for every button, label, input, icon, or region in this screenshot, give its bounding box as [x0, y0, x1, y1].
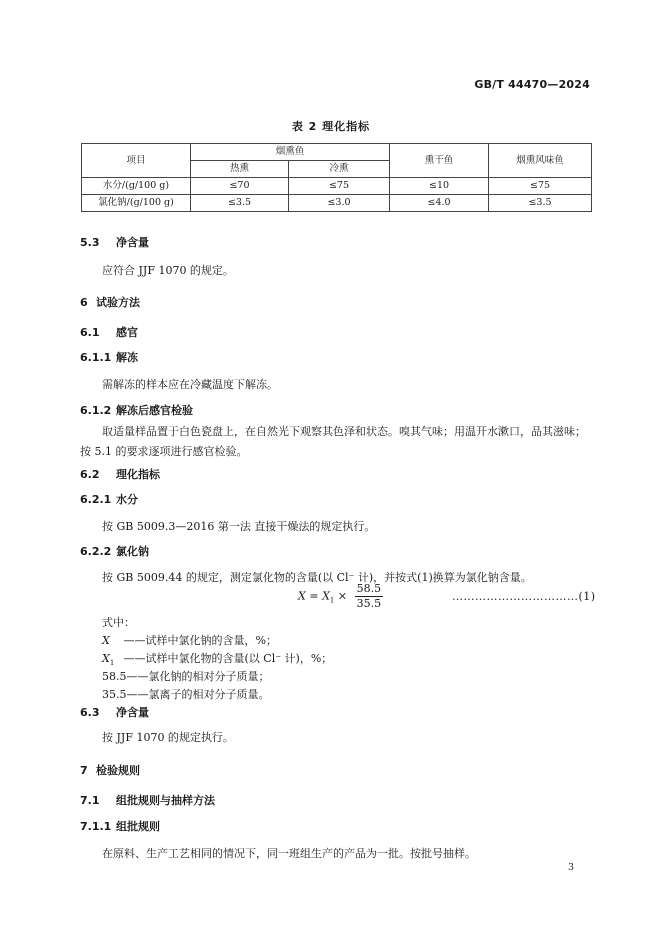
section-6-heading: 6 试验方法 [80, 296, 140, 309]
section-6-1-2-text: 取适量样品置于白色瓷盘上，在自然光下观察其色泽和状态。嗅其气味；用温开水漱口，品其滋味；按 5.1 的要求逐项进行感官检验。 [80, 425, 586, 458]
cell-cold: ≤3.0 [289, 195, 390, 212]
variable-definition: $X_1$ ——试样中氯化物的含量(以 Cl⁻ 计)，%； [102, 652, 333, 668]
section-6-1-1-heading: 6.1.1 解冻 [80, 351, 138, 364]
section-7-1-1-heading: 7.1.1 组批规则 [80, 820, 160, 833]
section-5-3-heading: 5.3 净含量 [80, 236, 149, 249]
cell-flavor: ≤3.5 [489, 195, 592, 212]
section-6-3-heading: 6.3 净含量 [80, 706, 149, 719]
section-6-2-1-text: 按 GB 5009.3—2016 第一法 直接干燥法的规定执行。 [102, 520, 376, 533]
cell-flavor: ≤75 [489, 178, 592, 195]
section-6-2-2-text: 按 GB 5009.44 的规定，测定氯化物的含量(以 Cl⁻ 计)，并按式(1)换算为氯化钠含量。 [102, 571, 532, 584]
table-header-row [82, 144, 592, 161]
section-6-1-2-heading: 6.1.2 解冻后感官检验 [80, 404, 193, 417]
variable-definition: 35.5——氯离子的相对分子质量。 [102, 688, 270, 701]
formula-fraction: $\frac{58.5}{35.5}$ [356, 582, 382, 610]
section-6-1-1-text: 需解冻的样本应在冷藏温度下解冻。 [102, 378, 278, 391]
variable-definition: 58.5——氯化钠的相对分子质量； [102, 670, 270, 683]
standard-code: GB/T 44470—2024 [474, 78, 590, 91]
row-name: 氯化钠/(g/100 g) [82, 195, 191, 212]
section-6-2-1-heading: 6.2.1 水分 [80, 493, 138, 506]
section-6-2-heading: 6.2 理化指标 [80, 468, 160, 481]
cell-cold: ≤75 [289, 178, 390, 195]
cell-hot: ≤3.5 [191, 195, 289, 212]
header-dried-smoked-fish: 熏干鱼 [390, 144, 489, 178]
cell-dry: ≤10 [390, 178, 489, 195]
table-row [82, 195, 592, 212]
header-item: 项目 [82, 144, 191, 178]
page-number: 3 [567, 862, 574, 873]
physicochemical-table [81, 143, 592, 212]
variable-definition: X ——试样中氯化钠的含量，%； [102, 634, 277, 647]
section-7-1-1-text: 在原料、生产工艺相同的情况下，同一班组生产的产品为一批。按批号抽样。 [102, 847, 476, 860]
cell-hot: ≤70 [191, 178, 289, 195]
section-6-3-text: 按 JJF 1070 的规定执行。 [102, 731, 234, 744]
table-title: 表 2 理化指标 [291, 120, 371, 133]
header-smoked-fish: 烟熏鱼 [191, 144, 390, 161]
cell-dry: ≤4.0 [390, 195, 489, 212]
header-cold-smoked: 冷熏 [289, 161, 390, 178]
row-name: 水分/(g/100 g) [82, 178, 191, 195]
section-7-1-heading: 7.1 组批规则与抽样方法 [80, 794, 215, 807]
header-smoke-flavor-fish: 烟熏风味鱼 [489, 144, 592, 178]
formula-1: $X = X_1$ × $\frac{58.5}{35.5}$ [298, 582, 382, 610]
table-row [82, 178, 592, 195]
section-6-1-heading: 6.1 感官 [80, 326, 138, 339]
header-hot-smoked: 热熏 [191, 161, 289, 178]
formula-number: ……………………………(1) [452, 590, 596, 603]
where-label: 式中： [102, 616, 135, 629]
section-5-3-text: 应符合 JJF 1070 的规定。 [102, 264, 234, 277]
section-6-2-2-heading: 6.2.2 氯化钠 [80, 545, 149, 558]
section-7-heading: 7 检验规则 [80, 764, 140, 777]
